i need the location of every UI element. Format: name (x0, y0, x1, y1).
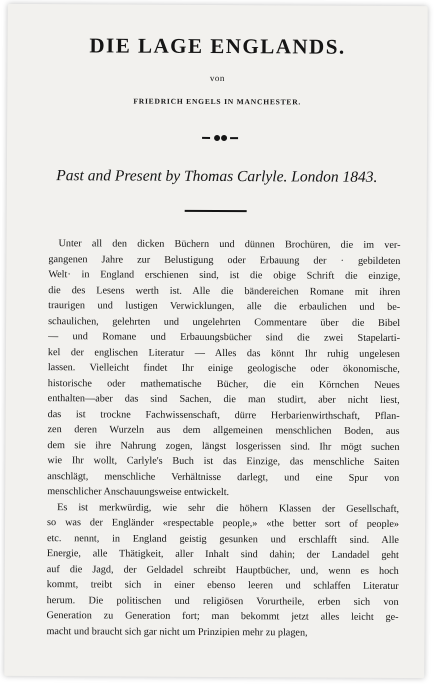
text-line: etc. nennt, in England geistig gesunken und erschlafft sind. Alle (46, 532, 399, 546)
text-line: wie Ihr wollt, Carlyle's Buch ist das Einzige, das menschliche Saiten (47, 455, 400, 468)
ornament-dot-right (221, 135, 227, 141)
text-line: Unter all den dicken Büchern und dünnen Brochüren, die im ver- (58, 238, 401, 251)
text-line: — und Romane und Erbauungsbücher sind die zwei Stapelarti- (47, 331, 401, 344)
section-rule (185, 210, 247, 212)
text-line: traurigen und lustigen Verwicklungen, alle die erbaulichen und be- (48, 300, 401, 313)
text-line: Es ist merkwürdig, wie sehr die höhern Klassen der Gesellschaft, (57, 501, 400, 515)
text-line: das ist trockne Fachwissenschaft, dürre Herbarienwirthschaft, Pflan- (47, 408, 400, 422)
text-line: dem sie ihre Nahrung zogen, längst losgerissen sind. Ihr mögt suchen (47, 439, 400, 453)
text-line: anschlägt, menschliche Verhältnisse darlegt, und eine Spur von (47, 470, 400, 484)
text-line: macht und braucht sich gar nicht um Prinzipien mehr zu plagen, (46, 625, 308, 638)
ornament-dot-left (214, 135, 220, 141)
document-title: DIE LAGE ENGLANDS. (89, 33, 346, 59)
author-line: FRIEDRICH ENGELS IN MANCHESTER. (133, 96, 302, 107)
ornament-divider (202, 135, 238, 141)
document-subtitle: Past and Present by Thomas Carlyle. London 1843. (56, 167, 378, 186)
document-page (4, 4, 428, 678)
text-line: so was der Engländer «respectable people,» «the better sort of people» (47, 517, 400, 530)
text-line: zen deren Wurzeln aus dem allgemeinen menschlichen Boden, aus (47, 424, 400, 437)
text-line: gangenen Jahre zur Belustigung oder Erbauung der · gebildeten (48, 253, 401, 267)
text-line: Welt· in England erschienen sind, ist die obige Schrift die einzige, (48, 269, 401, 282)
by-line-von: von (209, 72, 225, 84)
text-line: kel der englischen Literatur — Alles das könnt Ihr ruhig ungelesen (47, 346, 400, 360)
text-line: Generation zu Generation fort; man bekommt jetzt alles leicht ge- (46, 610, 399, 623)
text-line: herum. Die politischen und religiösen Vorurtheile, erben sich von (46, 594, 399, 608)
text-line: Energie, alle Thätigkeit, aller Inhalt sind dahin; der Landadel geht (46, 548, 399, 561)
text-line: lassen. Vielleicht findet Ihr einige geologische oder ökonomische, (47, 362, 400, 375)
text-line: schaulichen, gelehrten und ungelehrten Commentare über die Bibel (48, 315, 401, 329)
text-line: enthalten—aber das sind Sachen, die man studirt, aber nicht liest, (47, 393, 400, 406)
text-line: die des Lesens werth ist. Alle die bändereichen Romane mit ihren (48, 284, 401, 298)
ornament-bar-left (202, 137, 210, 139)
ornament-bar-right (230, 137, 238, 139)
text-line: auf die Jagd, der Geldadel schreibt Hauptbücher, und, wenn es hoch (46, 563, 399, 577)
text-line: menschlicher Anschauungsweise entwickelt. (47, 486, 230, 499)
body-text (46, 236, 400, 641)
text-line: kommt, treibt sich in einer ebenso leeren und schlaffen Literatur (46, 579, 399, 592)
text-line: historische oder mathematische Bücher, die ein Körnchen Neues (47, 377, 400, 391)
